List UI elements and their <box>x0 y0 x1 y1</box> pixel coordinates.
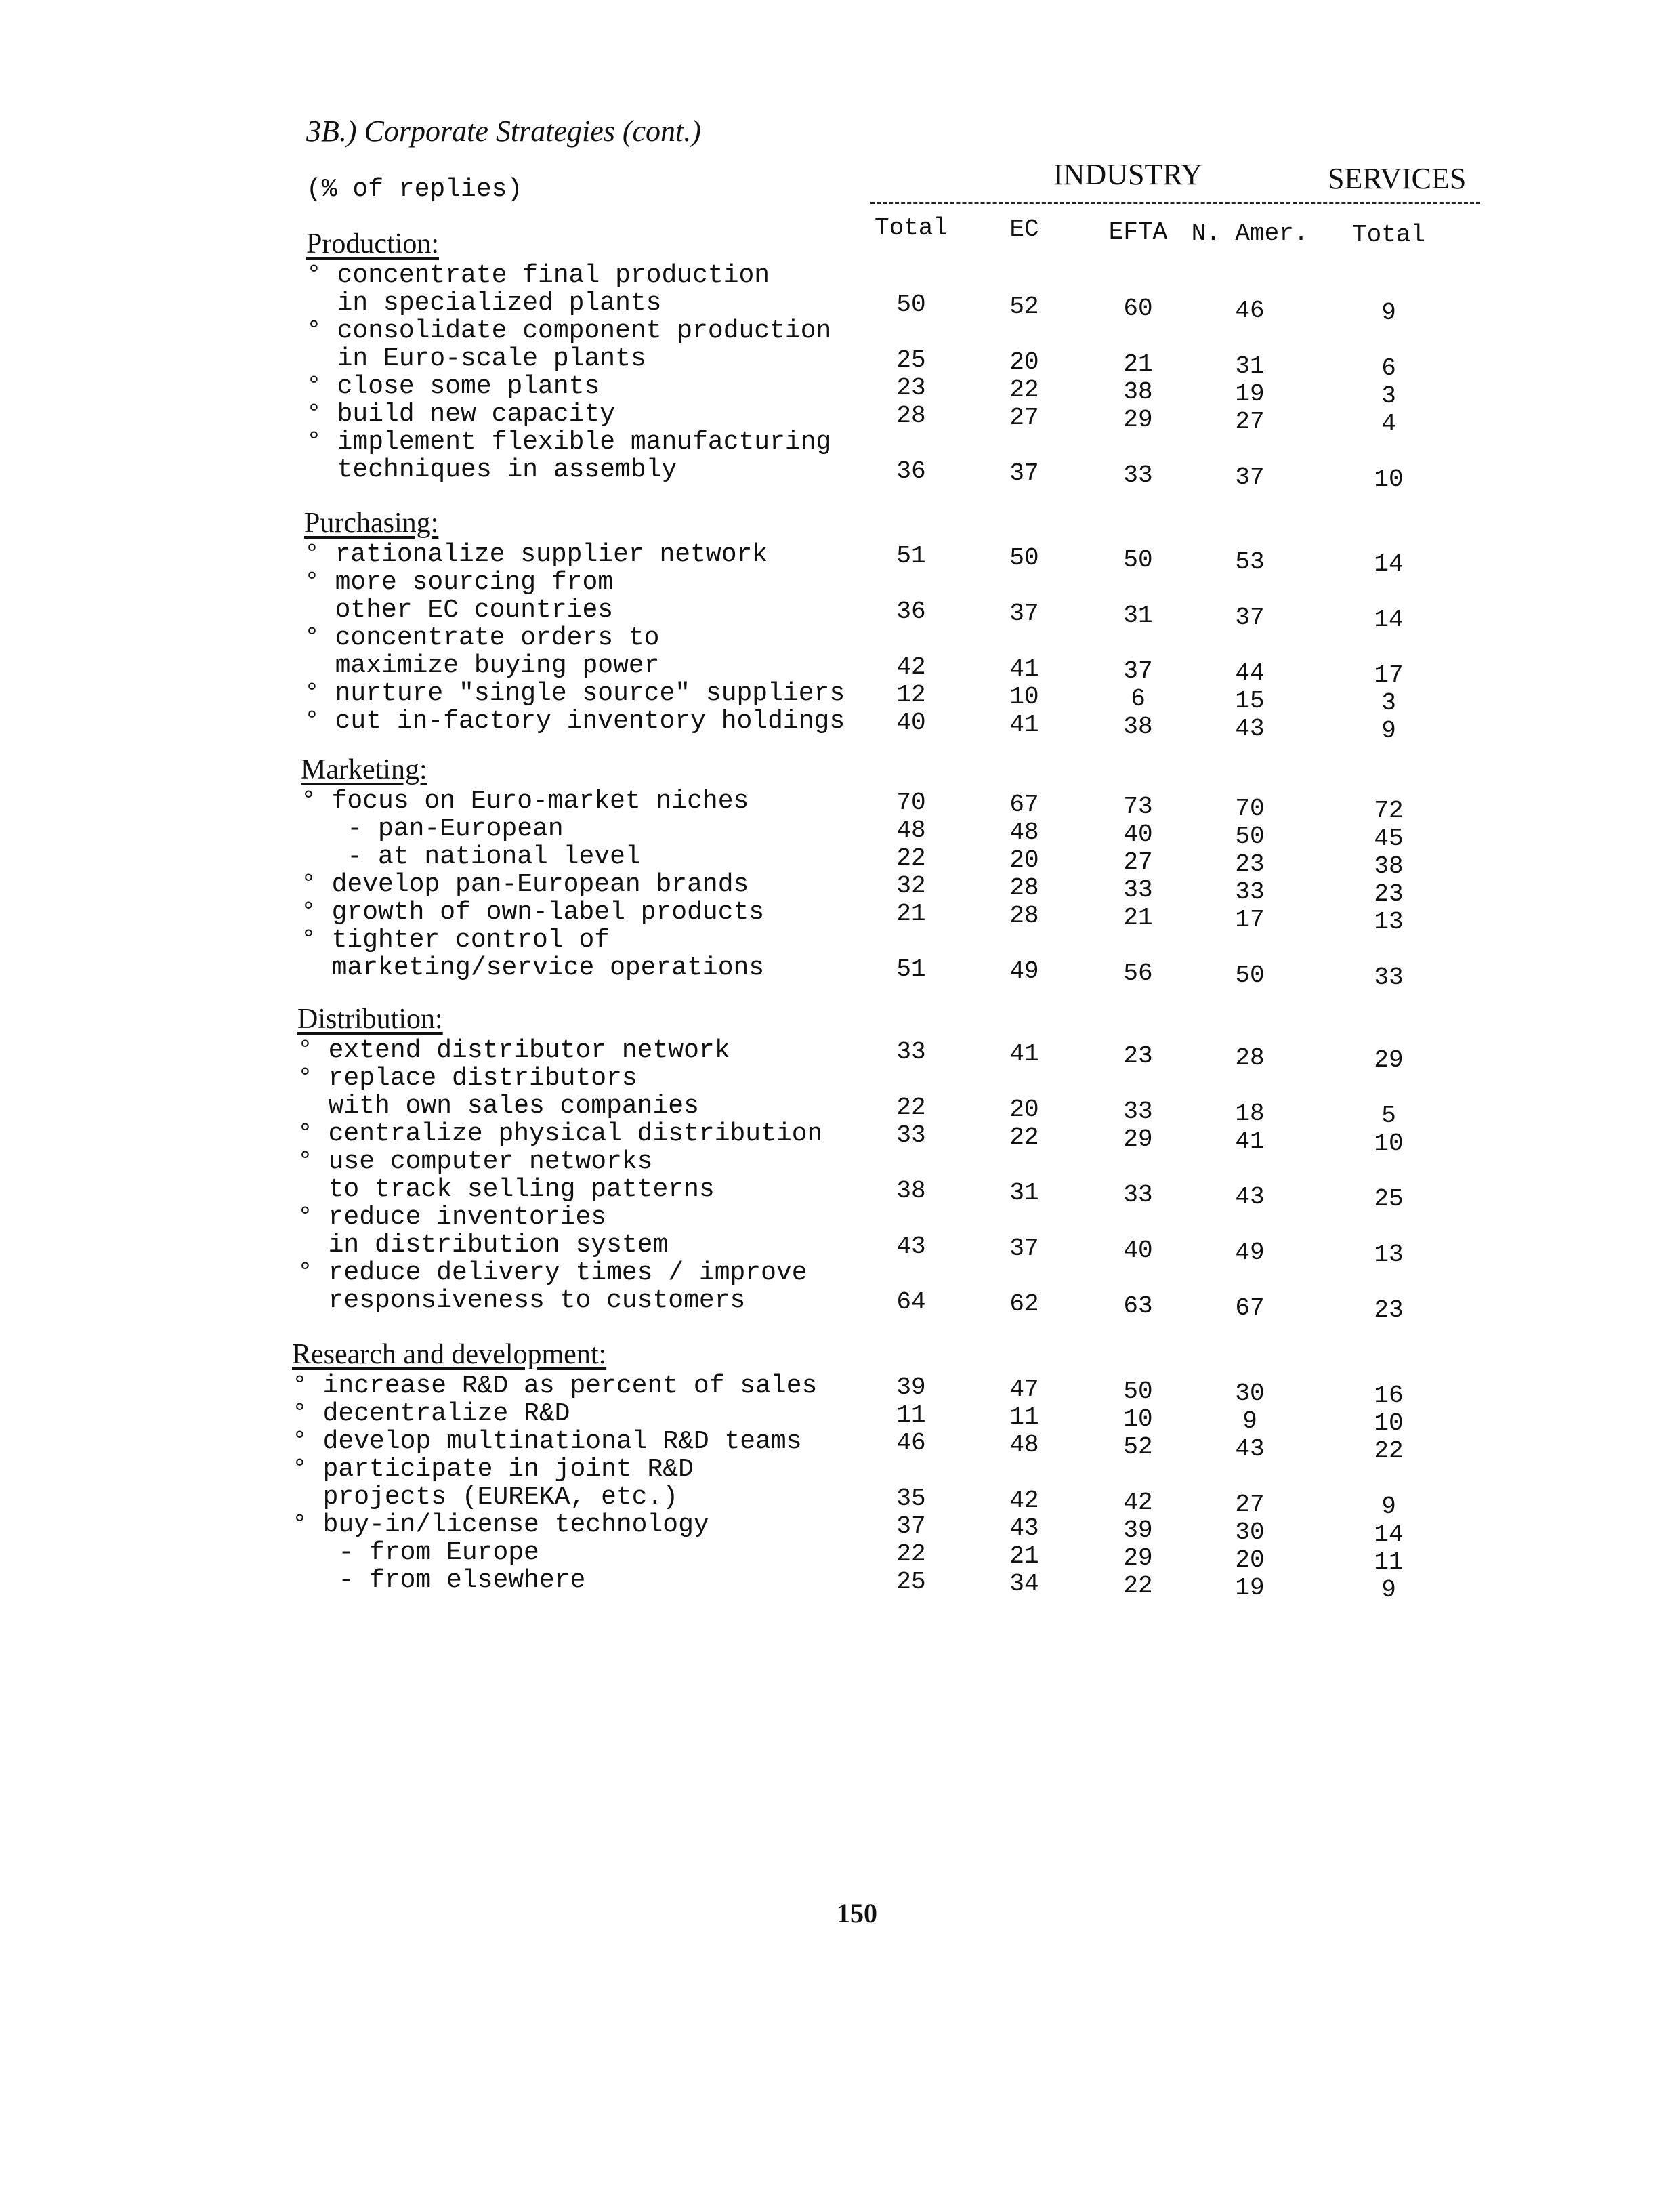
row-label: to track selling patterns <box>297 1175 715 1204</box>
table-cell: 10 <box>1374 466 1404 493</box>
table-cell: 23 <box>1235 850 1265 878</box>
table-cell: 25 <box>896 1568 926 1596</box>
table-cell: 33 <box>1123 1181 1153 1209</box>
table-cell: 40 <box>1123 821 1153 848</box>
row-label: ° participate in joint R&D <box>292 1455 694 1484</box>
row-label: ° centralize physical distribution <box>297 1119 823 1149</box>
table-cell: 51 <box>896 955 926 983</box>
table-cell: 34 <box>1009 1570 1039 1598</box>
table-cell: 52 <box>1123 1433 1153 1461</box>
table-cell: 42 <box>1009 1487 1039 1514</box>
row-label: ° implement flexible manufacturing <box>306 428 832 457</box>
group-industry: INDUSTRY <box>1053 158 1203 191</box>
table-cell: 62 <box>1009 1290 1039 1318</box>
table-cell: 63 <box>1123 1292 1153 1320</box>
table-cell: 41 <box>1009 1040 1039 1068</box>
table-cell: 37 <box>1009 1235 1039 1262</box>
table-cell: 20 <box>1235 1546 1265 1574</box>
table-cell: 31 <box>1009 1179 1039 1207</box>
table-cell: 48 <box>1009 819 1039 846</box>
row-label: responsiveness to customers <box>297 1286 746 1315</box>
table-cell: 30 <box>1235 1518 1265 1546</box>
table-cell: 25 <box>1374 1185 1404 1213</box>
table-cell: 43 <box>1235 1183 1265 1211</box>
table-cell: 28 <box>1009 874 1039 902</box>
table-cell: 40 <box>1123 1237 1153 1264</box>
table-cell: 70 <box>1235 795 1265 823</box>
table-cell: 38 <box>1123 713 1153 741</box>
table-cell: 20 <box>1009 1096 1039 1123</box>
row-label: ° cut in-factory inventory holdings <box>304 707 845 736</box>
table-cell: 6 <box>1381 354 1396 382</box>
table-cell: 44 <box>1235 659 1265 687</box>
table-cell: 28 <box>896 402 926 430</box>
table-cell: 50 <box>1123 1378 1153 1405</box>
row-label: ° more sourcing from <box>304 568 614 597</box>
table-cell: 20 <box>1009 846 1039 874</box>
table-cell: 43 <box>1235 715 1265 743</box>
row-label: in Euro-scale plants <box>306 344 646 373</box>
row-label: ° decentralize R&D <box>292 1399 570 1428</box>
table-cell: 29 <box>1123 1544 1153 1572</box>
table-cell: 20 <box>1009 348 1039 376</box>
row-label: ° develop pan-European brands <box>301 870 749 899</box>
table-cell: 30 <box>1235 1380 1265 1407</box>
row-label: ° focus on Euro-market niches <box>301 787 749 816</box>
row-label: ° close some plants <box>306 372 600 401</box>
table-cell: 10 <box>1374 1130 1404 1157</box>
row-label: ° concentrate orders to <box>304 623 660 653</box>
units-subtitle: (% of replies) <box>306 175 523 204</box>
table-cell: 37 <box>1009 459 1039 487</box>
table-cell: 70 <box>896 789 926 816</box>
row-label: ° increase R&D as percent of sales <box>292 1371 818 1401</box>
table-cell: 49 <box>1009 957 1039 985</box>
table-cell: 39 <box>1123 1516 1153 1544</box>
row-label: ° consolidate component production <box>306 316 832 346</box>
table-cell: 10 <box>1374 1409 1404 1437</box>
table-cell: 11 <box>896 1401 926 1429</box>
row-label: with own sales companies <box>297 1092 699 1121</box>
row-label: ° build new capacity <box>306 400 616 429</box>
page-number: 150 <box>837 1898 877 1928</box>
table-cell: 27 <box>1123 848 1153 876</box>
table-cell: 43 <box>1009 1514 1039 1542</box>
page-title: 3B.) Corporate Strategies (cont.) <box>306 115 701 148</box>
table-cell: 22 <box>1374 1437 1404 1465</box>
table-cell: 52 <box>1009 293 1039 320</box>
table-cell: 22 <box>1123 1572 1153 1600</box>
table-cell: 64 <box>896 1288 926 1316</box>
table-cell: 23 <box>1374 1296 1404 1324</box>
table-cell: 43 <box>896 1233 926 1260</box>
table-cell: 35 <box>896 1485 926 1512</box>
table-cell: 5 <box>1381 1102 1396 1130</box>
table-cell: 29 <box>1123 1125 1153 1153</box>
table-cell: 41 <box>1009 655 1039 683</box>
table-cell: 42 <box>1123 1489 1153 1516</box>
table-cell: 38 <box>1374 852 1404 880</box>
table-cell: 12 <box>896 681 926 709</box>
header-rule <box>870 202 1480 204</box>
table-cell: 22 <box>896 1540 926 1568</box>
table-cell: 22 <box>1009 376 1039 404</box>
table-cell: 19 <box>1235 380 1265 408</box>
table-cell: 11 <box>1009 1403 1039 1431</box>
table-cell: 27 <box>1009 404 1039 432</box>
table-cell: 60 <box>1123 295 1153 323</box>
table-cell: 31 <box>1123 602 1153 629</box>
table-cell: 33 <box>1123 876 1153 904</box>
table-cell: 22 <box>1009 1123 1039 1151</box>
table-cell: 23 <box>1123 1042 1153 1070</box>
table-cell: 17 <box>1235 906 1265 934</box>
table-cell: 28 <box>1235 1044 1265 1072</box>
table-cell: 14 <box>1374 550 1404 578</box>
table-cell: 9 <box>1242 1407 1257 1435</box>
table-cell: 6 <box>1131 685 1146 713</box>
table-cell: 29 <box>1374 1046 1404 1074</box>
table-cell: 33 <box>1235 878 1265 906</box>
table-cell: 41 <box>1009 711 1039 739</box>
table-cell: 21 <box>1009 1542 1039 1570</box>
row-label: maximize buying power <box>304 651 660 680</box>
table-cell: 67 <box>1235 1294 1265 1322</box>
column-header: EC <box>1009 215 1039 243</box>
row-label: ° reduce inventories <box>297 1203 607 1232</box>
row-label: ° extend distributor network <box>297 1036 730 1065</box>
section-title: Purchasing: <box>304 508 439 539</box>
table-cell: 51 <box>896 542 926 570</box>
table-cell: 46 <box>1235 297 1265 325</box>
column-header: Total <box>874 214 948 242</box>
table-cell: 13 <box>1374 1241 1404 1268</box>
table-cell: 3 <box>1381 689 1396 717</box>
column-header: EFTA <box>1108 218 1168 246</box>
column-header: N. Amer. <box>1191 220 1309 247</box>
table-cell: 41 <box>1235 1128 1265 1155</box>
table-cell: 46 <box>896 1429 926 1457</box>
section-title: Research and development: <box>292 1339 607 1370</box>
table-cell: 27 <box>1235 1491 1265 1518</box>
table-cell: 37 <box>896 1512 926 1540</box>
row-label: - from elsewhere <box>292 1566 586 1595</box>
row-label: ° growth of own-label products <box>301 898 765 927</box>
table-cell: 9 <box>1381 1576 1396 1604</box>
row-label: - from Europe <box>292 1538 539 1567</box>
row-label: techniques in assembly <box>306 455 677 484</box>
row-label: ° nurture "single source" suppliers <box>304 679 845 708</box>
table-cell: 32 <box>896 872 926 900</box>
table-cell: 28 <box>1009 902 1039 930</box>
table-cell: 48 <box>896 816 926 844</box>
table-cell: 29 <box>1123 406 1153 434</box>
table-cell: 72 <box>1374 797 1404 825</box>
table-cell: 23 <box>896 374 926 402</box>
section-title: Production: <box>306 228 439 260</box>
table-cell: 11 <box>1374 1548 1404 1576</box>
section-title: Marketing: <box>301 754 427 785</box>
table-cell: 17 <box>1374 661 1404 689</box>
table-cell: 19 <box>1235 1574 1265 1602</box>
table-cell: 15 <box>1235 687 1265 715</box>
table-cell: 21 <box>1123 350 1153 378</box>
table-cell: 56 <box>1123 959 1153 987</box>
table-cell: 40 <box>896 709 926 737</box>
row-label: in specialized plants <box>306 289 662 318</box>
row-label: ° use computer networks <box>297 1147 653 1176</box>
table-cell: 18 <box>1235 1100 1265 1128</box>
table-cell: 25 <box>896 346 926 374</box>
table-cell: 37 <box>1009 600 1039 627</box>
table-cell: 50 <box>1009 544 1039 572</box>
table-cell: 36 <box>896 598 926 625</box>
row-label: ° tighter control of <box>301 926 610 955</box>
table-cell: 13 <box>1374 908 1404 936</box>
table-cell: 37 <box>1235 604 1265 632</box>
table-cell: 37 <box>1235 463 1265 491</box>
row-label: - pan-European <box>301 814 564 844</box>
table-cell: 33 <box>1123 461 1153 489</box>
table-cell: 50 <box>1235 961 1265 989</box>
table-cell: 14 <box>1374 606 1404 634</box>
table-cell: 49 <box>1235 1239 1265 1266</box>
row-label: in distribution system <box>297 1231 669 1260</box>
table-cell: 9 <box>1381 299 1396 327</box>
row-label: ° reduce delivery times / improve <box>297 1258 807 1287</box>
table-cell: 22 <box>896 1094 926 1121</box>
table-cell: 33 <box>896 1121 926 1149</box>
table-cell: 67 <box>1009 791 1039 819</box>
group-services: SERVICES <box>1328 162 1467 195</box>
table-cell: 39 <box>896 1373 926 1401</box>
table-cell: 50 <box>1235 823 1265 850</box>
table-cell: 36 <box>896 457 926 485</box>
table-cell: 33 <box>1123 1098 1153 1125</box>
table-cell: 3 <box>1381 382 1396 410</box>
row-label: ° rationalize supplier network <box>304 540 768 569</box>
table-cell: 42 <box>896 653 926 681</box>
table-cell: 9 <box>1381 717 1396 745</box>
row-label: ° develop multinational R&D teams <box>292 1427 802 1456</box>
table-cell: 33 <box>1374 964 1404 991</box>
row-label: ° concentrate final production <box>306 261 770 290</box>
row-label: marketing/service operations <box>301 953 765 983</box>
table-cell: 31 <box>1235 352 1265 380</box>
table-cell: 48 <box>1009 1431 1039 1459</box>
table-cell: 27 <box>1235 408 1265 436</box>
table-cell: 23 <box>1374 880 1404 908</box>
row-label: ° buy-in/license technology <box>292 1510 709 1539</box>
table-cell: 4 <box>1381 410 1396 438</box>
table-cell: 50 <box>896 291 926 318</box>
table-cell: 37 <box>1123 657 1153 685</box>
table-cell: 38 <box>896 1177 926 1205</box>
table-cell: 10 <box>1009 683 1039 711</box>
table-cell: 10 <box>1123 1405 1153 1433</box>
row-label: - at national level <box>301 842 641 871</box>
table-cell: 45 <box>1374 825 1404 852</box>
table-cell: 21 <box>1123 904 1153 932</box>
column-header: Total <box>1351 221 1426 249</box>
table-cell: 16 <box>1374 1382 1404 1409</box>
table-cell: 53 <box>1235 548 1265 576</box>
table-cell: 38 <box>1123 378 1153 406</box>
table-cell: 22 <box>896 844 926 872</box>
table-cell: 9 <box>1381 1493 1396 1521</box>
table-cell: 14 <box>1374 1521 1404 1548</box>
table-cell: 21 <box>896 900 926 928</box>
row-label: other EC countries <box>304 596 614 625</box>
section-title: Distribution: <box>297 1004 443 1035</box>
table-cell: 33 <box>896 1038 926 1066</box>
table-cell: 43 <box>1235 1435 1265 1463</box>
table-cell: 47 <box>1009 1376 1039 1403</box>
row-label: ° replace distributors <box>297 1064 637 1093</box>
table-cell: 50 <box>1123 546 1153 574</box>
table-cell: 73 <box>1123 793 1153 821</box>
row-label: projects (EUREKA, etc.) <box>292 1483 679 1512</box>
